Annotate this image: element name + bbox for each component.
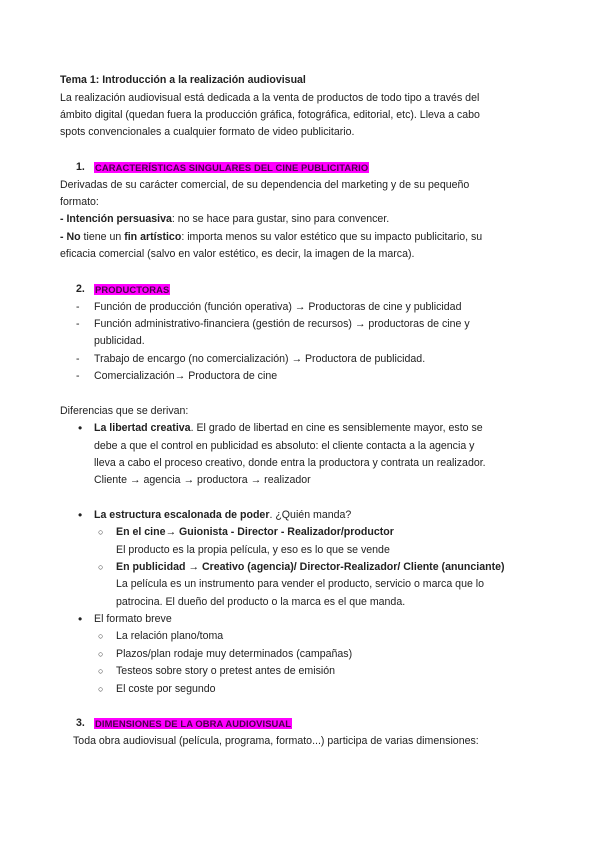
list-dash: - (76, 318, 80, 330)
bullet-icon: • (78, 612, 83, 626)
libertad-creativa-text: . El grado de libertad en cine es sensiblemente mayor, esto se (190, 422, 483, 434)
estructura-poder-term: La estructura escalonada de poder (94, 509, 270, 521)
list-dash: - (76, 370, 80, 382)
productoras-item-2-cont: publicidad. (94, 335, 145, 347)
circle-bullet-icon: ○ (98, 649, 104, 659)
formato-item-3: Testeos sobre story o pretest antes de emisión (116, 665, 336, 677)
productoras-item-2: Función administrativo-financiera (gestión de recursos) → productoras de cine y (94, 318, 470, 330)
section-1-text-1: Derivadas de su carácter comercial, de su dependencia del marketing y de su pequeño (60, 179, 470, 191)
formato-item-1: La relación plano/toma (116, 630, 224, 642)
circle-bullet-icon: ○ (98, 666, 104, 676)
point-persuasiva (60, 213, 389, 226)
bullet-icon: • (78, 508, 83, 522)
point-artistico (60, 231, 482, 244)
intro-line-3: spots convencionales a cualquier formato de video publicitario. (60, 126, 355, 138)
circle-bullet-icon: ○ (98, 631, 104, 641)
libertad-creativa (94, 422, 483, 435)
section-2-heading: PRODUCTORAS (95, 284, 170, 295)
point-persuasiva-dash: - (60, 213, 67, 225)
point-artistico-mid: tiene un (80, 231, 125, 243)
estructura-poder (94, 509, 351, 522)
point-artistico-line-2: eficacia comercial (salvo en valor estético, es decir, la imagen de la marca). (60, 248, 415, 260)
publicidad-text-2: patrocina. El dueño del producto o la marca es el que manda. (116, 596, 406, 608)
formato-breve: El formato breve (94, 613, 172, 625)
formato-item-2: Plazos/plan rodaje muy determinados (campañas) (116, 648, 353, 660)
section-3-number: 3. (76, 717, 85, 729)
differences-intro: Diferencias que se derivan: (60, 405, 189, 417)
circle-bullet-icon: ○ (98, 562, 104, 572)
libertad-line-2: debe a que el control en publicidad es absoluto: el cliente contacta a la agencia y (94, 440, 475, 452)
point-artistico-no: No (66, 231, 81, 243)
page-title: Tema 1: Introducción a la realización audiovisual (60, 74, 306, 86)
point-persuasiva-text: : no se hace para gustar, sino para convencer. (171, 213, 390, 225)
intro-line-2: ámbito digital (quedan fuera la producción gráfica, fotográfica, editorial, etc). Lleva a cabo (60, 109, 480, 121)
point-artistico-term: fin artístico (124, 231, 182, 243)
libertad-line-3: lleva a cabo el proceso creativo, donde entra la productora y contrata un realizador. (94, 457, 486, 469)
cine-hierarchy: En el cine→ Guionista - Director - Realizador/productor (116, 526, 394, 538)
cine-hierarchy-text: El producto es la propia película, y eso es lo que se vende (116, 544, 390, 556)
section-3-heading-wrap (94, 717, 292, 731)
section-2-heading-wrap (94, 283, 170, 297)
bullet-icon: • (78, 421, 83, 435)
productoras-item-3: Trabajo de encargo (no comercialización) → Productora de publicidad. (94, 353, 426, 365)
intro-line-1: La realización audiovisual está dedicada a la venta de productos de todo tipo a través del (60, 92, 480, 104)
section-3-heading: DIMENSIONES DE LA OBRA AUDIOVISUAL (95, 718, 292, 729)
section-1-heading-wrap (94, 161, 369, 175)
section-1-number: 1. (76, 161, 85, 173)
circle-bullet-icon: ○ (98, 684, 104, 694)
publicidad-hierarchy (116, 561, 505, 574)
formato-item-4: El coste por segundo (116, 683, 216, 695)
list-dash: - (76, 353, 80, 365)
libertad-line-4: Cliente → agencia → productora → realizador (94, 474, 311, 486)
productoras-item-1: Función de producción (función operativa) → Productoras de cine y publicidad (94, 301, 462, 313)
section-3-text: Toda obra audiovisual (película, programa, formato...) participa de varias dimensiones: (73, 735, 479, 747)
publicidad-term: En publicidad (116, 561, 186, 573)
estructura-poder-text: . ¿Quién manda? (269, 509, 352, 521)
section-1-text-2: formato: (60, 196, 99, 208)
point-artistico-dash: - (60, 231, 67, 243)
point-persuasiva-term: Intención persuasiva (66, 213, 172, 225)
point-artistico-text: : importa menos su valor estético que su impacto publicitario, su (181, 231, 483, 243)
libertad-creativa-term: La libertad creativa (94, 422, 191, 434)
section-1-heading: CARACTERÍSTICAS SINGULARES DEL CINE PUBLICITARIO (95, 162, 369, 173)
productoras-item-4: Comercialización→ Productora de cine (94, 370, 278, 382)
section-2-number: 2. (76, 283, 85, 295)
circle-bullet-icon: ○ (98, 527, 104, 537)
publicidad-text-1: La película es un instrumento para vender el producto, servicio o marca que lo (116, 578, 485, 590)
publicidad-arrow: → (185, 561, 202, 573)
list-dash: - (76, 301, 80, 313)
publicidad-roles: Creativo (agencia)/ Director-Realizador/ Cliente (anunciante) (201, 561, 505, 573)
